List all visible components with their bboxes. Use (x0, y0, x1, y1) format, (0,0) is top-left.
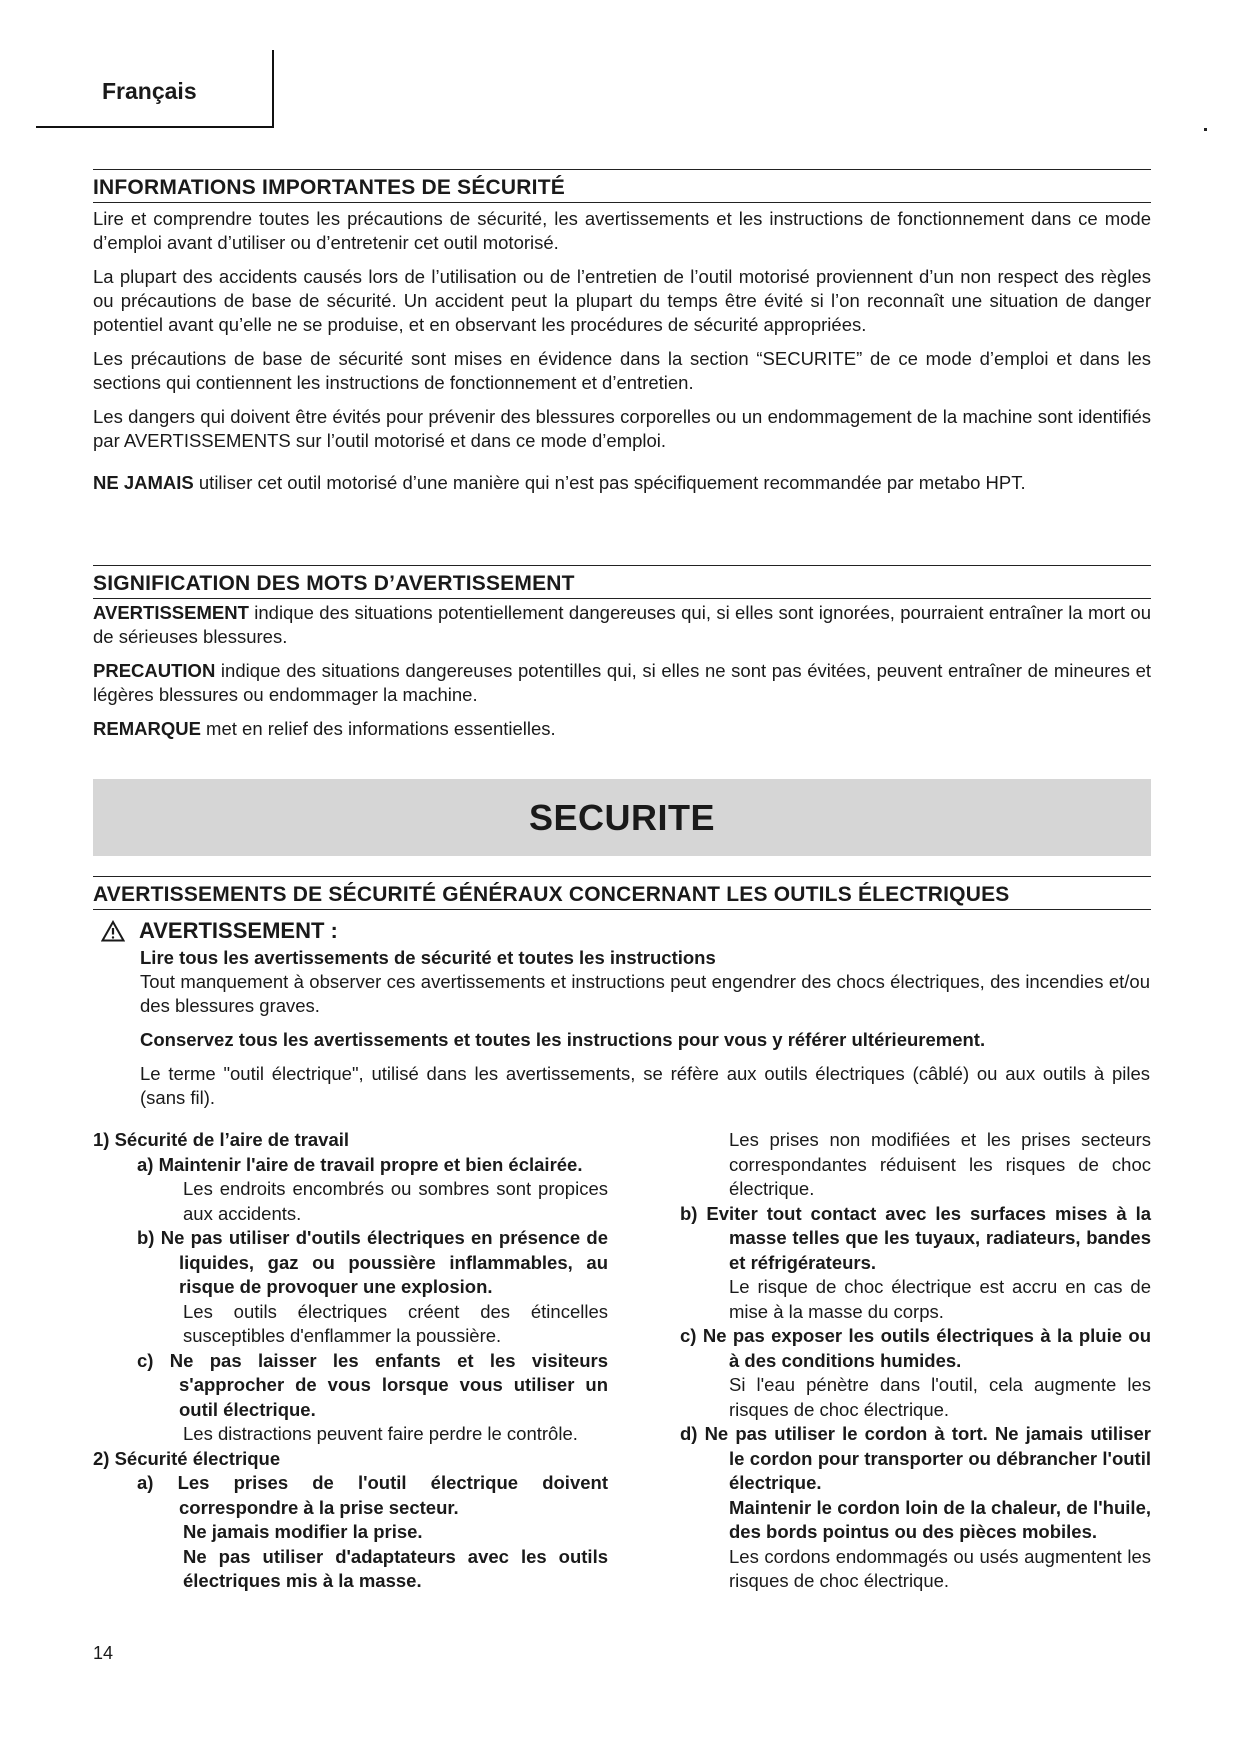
section-2c-text: Si l'eau pénètre dans l'outil, cela augmente les risques de choc électrique. (729, 1374, 1151, 1420)
section-2-heading: 2) Sécurité électrique (93, 1447, 281, 1469)
info-paragraph-4: Les dangers qui doivent être évités pour prévenir des blessures corporelles ou un endommagement de la machine sont identifiés par AVERTISSEMENTS sur l’outil motorisé et dans ce mode d’emploi. (93, 406, 1151, 451)
note-lead: REMARQUE (93, 718, 201, 739)
note-text: met en relief des informations essentielles. (200, 718, 556, 739)
section-2c-title: c) Ne pas exposer les outils électriques à la pluie ou à des conditions humides. (680, 1325, 1151, 1371)
section-2a-line-2: Ne jamais modifier la prise. (183, 1521, 423, 1542)
section-2-items (93, 1471, 608, 1594)
section-2a-text: Les prises non modifiées et les prises secteurs correspondantes réduisent les risques de choc électrique. (729, 1129, 1151, 1199)
section-1b-title: b) Ne pas utiliser d'outils électriques en présence de liquides, gaz ou poussière inflammables, au risque de provoquer une explosion. (137, 1227, 608, 1297)
page-number: 14 (93, 1643, 114, 1663)
caution-text: indique des situations dangereuses potentilles qui, si elles ne sont pas évitées, peuvent entraîner de mineures et légères blessures ou endommager la machine. (93, 660, 1151, 705)
read-all-instruction: Lire tous les avertissements de sécurité et toutes les instructions (140, 947, 716, 968)
page-mark (1204, 128, 1207, 131)
section-2d-line-2: Maintenir le cordon loin de la chaleur, de l'huile, des bords pointus ou des pièces mobiles. (729, 1496, 1151, 1542)
info-paragraph-2: La plupart des accidents causés lors de l’utilisation ou de l’entretien de l’outil motorisé proviennent d’un non respect des règles ou précautions de base de sécurité. Un accident peut la plupart du temps être évité si l’on reconnaît une situation de danger potentiel avant qu’elle ne se produise, et en observant les procédures de sécurité appropriées. (93, 266, 1151, 335)
section-1c-title: c) Ne pas laisser les enfants et les visiteurs s'approcher de vous lorsque vous utiliser un outil électrique. (137, 1349, 608, 1420)
securite-banner (93, 779, 1151, 856)
warning-heading (101, 918, 338, 944)
info-paragraph-3: Les précautions de base de sécurité sont mises en évidence dans la section “SECURITE” de ce mode d’emploi et dans les sections qui contiennent les instructions de fonctionnement et d’entretien. (93, 348, 1151, 393)
signal-section (93, 565, 1151, 751)
warning-triangle-icon (101, 920, 125, 942)
section-2d-text: Les cordons endommagés ou usés augmentent les risques de choc électrique. (729, 1545, 1151, 1591)
warning-body (140, 946, 1150, 1120)
info-section-body (93, 207, 1151, 495)
section-1a-title: a) Maintenir l'aire de travail propre et bien éclairée. (137, 1153, 583, 1175)
general-section (93, 876, 1151, 910)
never-lead: NE JAMAIS (93, 472, 194, 493)
keep-all-instruction: Conservez tous les avertissements et toutes les instructions pour vous y référer ultérieurement. (140, 1029, 986, 1050)
section-2b-text: Le risque de choc électrique est accru en cas de mise à la masse du corps. (729, 1276, 1151, 1322)
section-1b-text: Les outils électriques créent des étincelles susceptibles d'enflammer la poussière. (183, 1300, 608, 1346)
warning-text: indique des situations potentiellement dangereuses qui, si elles sont ignorées, pourraient entraîner la mort ou de sérieuses blessures. (93, 602, 1151, 647)
section-1c-text: Les distractions peuvent faire perdre le contrôle. (183, 1423, 578, 1444)
info-paragraph-1: Lire et comprendre toutes les précautions de sécurité, les avertissements et les instructions de fonctionnement dans ce mode d’emploi avant d’utiliser ou d’entretenir cet outil motorisé. (93, 208, 1151, 253)
caution-definition (93, 659, 1151, 707)
warning-lead: AVERTISSEMENT (93, 602, 249, 623)
term-definition: Le terme "outil électrique", utilisé dans les avertissements, se réfère aux outils électriques (câblé) ou aux outils à piles (sans fil). (140, 1063, 1150, 1108)
warning-label: AVERTISSEMENT : (139, 918, 338, 943)
section-1a-text: Les endroits encombrés ou sombres sont propices aux accidents. (183, 1178, 608, 1224)
never-paragraph (93, 471, 1151, 495)
language-tab (36, 50, 274, 128)
warning-definition (93, 601, 1151, 649)
section-2b-title: b) Eviter tout contact avec les surfaces mises à la masse telles que les tuyaux, radiateurs, bandes et réfrigérateurs. (680, 1202, 1151, 1273)
failure-text: Tout manquement à observer ces avertissements et instructions peut engendrer des chocs électriques, des incendies et/ou des blessures graves. (140, 971, 1150, 1016)
info-section-title: INFORMATIONS IMPORTANTES DE SÉCURITÉ (93, 169, 1151, 203)
never-text: utiliser cet outil motorisé d’une manière qui n’est pas spécifiquement recommandée par metabo HPT. (193, 472, 1026, 493)
section-2d-title: d) Ne pas utiliser le cordon à tort. Ne jamais utiliser le cordon pour transporter ou débrancher l'outil électrique. (680, 1423, 1151, 1493)
banner-title: SECURITE (528, 797, 716, 838)
general-section-title: AVERTISSEMENTS DE SÉCURITÉ GÉNÉRAUX CONCERNANT LES OUTILS ÉLECTRIQUES (93, 876, 1151, 910)
section-1-heading: 1) Sécurité de l’aire de travail (93, 1129, 350, 1150)
caution-lead: PRECAUTION (93, 660, 216, 681)
left-column (93, 1128, 608, 1594)
signal-section-body (93, 601, 1151, 741)
section-1-items (93, 1153, 608, 1447)
signal-section-title: SIGNIFICATION DES MOTS D’AVERTISSEMENT (93, 565, 1151, 599)
info-section (93, 169, 1151, 505)
section-2a-line-3: Ne pas utiliser d'adaptateurs avec les outils électriques mis à la masse. (183, 1545, 608, 1591)
language-label: Français (102, 78, 197, 104)
section-2a-title: a) Les prises de l'outil électrique doivent correspondre à la prise secteur. (137, 1472, 608, 1518)
note-definition (93, 717, 1151, 741)
right-column (680, 1128, 1151, 1594)
